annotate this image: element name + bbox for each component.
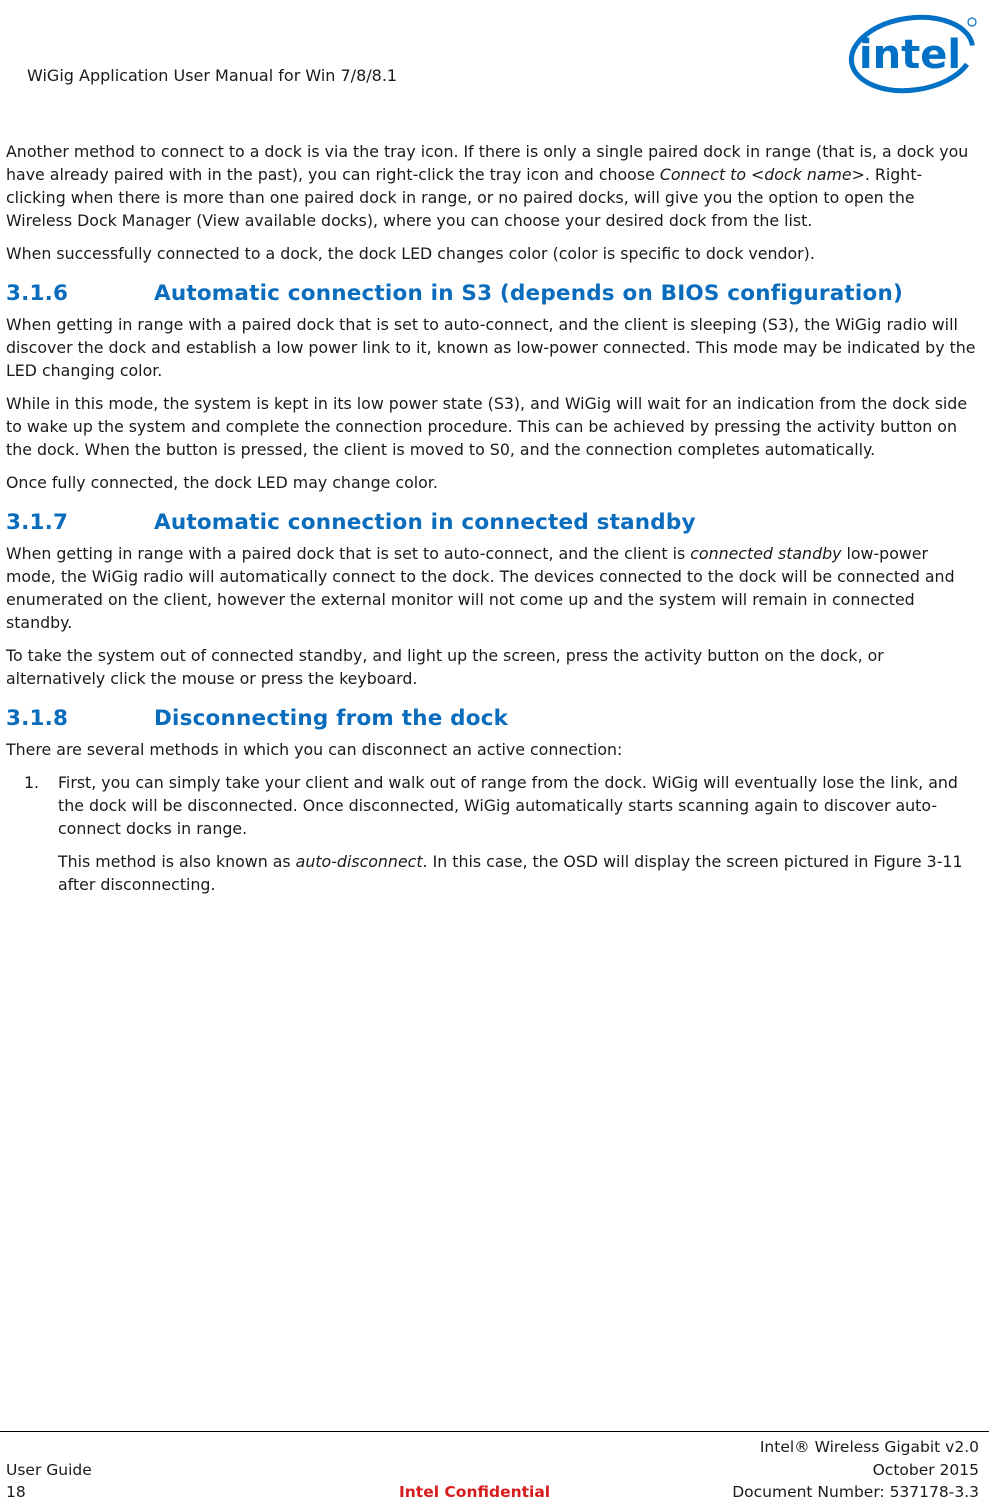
page-content <box>6 140 978 906</box>
section-3-1-6-paragraph-2: While in this mode, the system is kept in its low power state (S3), and WiGig will wait for an indication from the dock side to wake up the system and complete the connection procedure. This can be achieved by pressing the activity button on the dock. When the button is pressed, the client is moved to S0, and the connection completes automatically. <box>6 394 968 459</box>
intro-paragraph-1: Another method to connect to a dock is via the tray icon. If there is only a single paired dock in range (that is, a dock you have already paired with in the past), you can right-click the tray icon and choose Connect to <dock name>. Right-clicking when there is more than one paired dock in range, or no paired docks, will give you the option to open the Wireless Dock Manager (View available docks), where you can choose your desired dock from the list. <box>6 142 969 230</box>
section-3-1-6-paragraph-3: Once fully connected, the dock LED may change color. <box>6 473 438 492</box>
logo-wordmark: intel <box>858 32 962 78</box>
footer-row-2 <box>6 1459 979 1481</box>
intro-paragraph-2: When successfully connected to a dock, the dock LED changes color (color is specific to dock vendor). <box>6 244 815 263</box>
section-heading-3-1-7: 3.1.7 Automatic connection in connected standby <box>6 510 696 535</box>
intel-logo <box>848 6 980 96</box>
footer-divider <box>0 1431 989 1432</box>
header-title: WiGig Application User Manual for Win 7/8/8.1 <box>27 66 398 85</box>
footer-page-number: 18 <box>6 1483 26 1501</box>
list-item: 1. First, you can simply take your client and walk out of range from the dock. WiGig will eventually lose the link, and the dock will be disconnected. Once disconnected, WiGig automatically starts scanning again to discover auto-connect docks in range. <box>24 773 958 838</box>
section-heading-3-1-6: 3.1.6 Automatic connection in S3 (depends on BIOS configuration) <box>6 281 903 306</box>
section-3-1-6-paragraph-1: When getting in range with a paired dock that is set to auto-connect, and the client is sleeping (S3), the WiGig radio will discover the dock and establish a low power link to it, known as low-power connected. This mode may be indicated by the LED changing color. <box>6 315 976 380</box>
list-item-sub-paragraph: This method is also known as auto-disconnect. In this case, the OSD will display the screen pictured in Figure 3-11 after disconnecting. <box>58 852 963 894</box>
section-heading-3-1-8: 3.1.8 Disconnecting from the dock <box>6 706 509 731</box>
footer-product: Intel® Wireless Gigabit v2.0 <box>759 1438 979 1456</box>
section-3-1-7-paragraph-2: To take the system out of connected standby, and light up the screen, press the activity button on the dock, or alternatively click the mouse or press the keyboard. <box>6 646 884 688</box>
section-3-1-8-paragraph-1: There are several methods in which you can disconnect an active connection: <box>6 740 623 759</box>
footer-doc-type: User Guide <box>6 1461 92 1479</box>
footer-date: October 2015 <box>872 1461 979 1479</box>
footer-doc-number: Document Number: 537178-3.3 <box>732 1483 979 1501</box>
footer-confidential: Intel Confidential <box>399 1483 551 1501</box>
section-3-1-7-paragraph-1: When getting in range with a paired dock that is set to auto-connect, and the client is connected standby low-power mode, the WiGig radio will automatically connect to the dock. The devices connected to the dock will be connected and enumerated on the client, however the external monitor will not come up and the system will remain in connected standby. <box>6 544 955 632</box>
